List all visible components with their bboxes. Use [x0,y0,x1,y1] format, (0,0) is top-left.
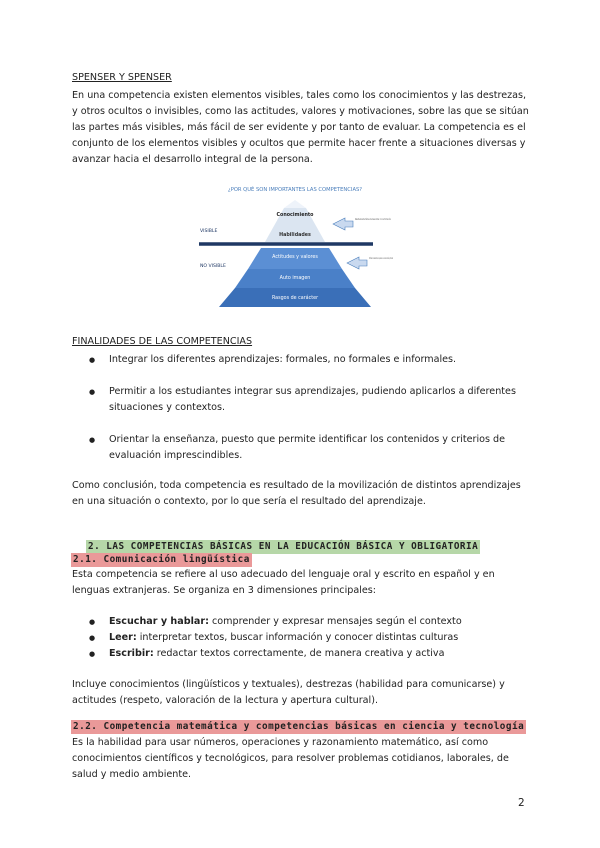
note-bottom: Difíciles de desarrollar, requieren una vivencia más profunda [369,257,449,260]
subsection-heading-comunicacion: 2.1. Comunicación lingüística [73,554,250,565]
dimension-desc: interpretar textos, buscar información y conocer distintas culturas [136,632,459,643]
conclusion-paragraph: Como conclusión, toda competencia es resultado de la movilización de distintos aprendizajes en una situación o contexto, por lo que sería el resultado del aprendizaje. [72,480,521,507]
dimension-term: Escuchar y hablar: [109,616,209,627]
matematica-paragraph: Es la habilidad para usar números, operaciones y razonamiento matemático, así como conocimientos científicos y tecnológicos, para resolver problemas cotidianos, laborales, de salud y medio ambiente. [72,737,509,780]
arrow-bottom-icon [347,257,367,269]
section-title-spenser: SPENSER Y SPENSER [72,72,172,83]
dimensiones-list [72,614,532,662]
dimension-term: Leer: [109,632,137,643]
comunicacion-closing: Incluye conocimientos (lingüísticos y textuales), destrezas (habilidad para comunicarse) y actitudes (respeto, valoración de la lectura y apertura cultural). [72,679,505,706]
finalidades-list [72,352,532,464]
pyramid-tip [284,200,306,208]
section-heading-competencias-basicas: 2. LAS COMPETENCIAS BÁSICAS EN LA EDUCACIÓN BÁSICA Y OBLIGATORIA [88,541,479,552]
layer-habilidades: Habilidades [279,233,311,238]
section-title-finalidades: FINALIDADES DE LAS COMPETENCIAS [72,336,253,347]
dimension-item [72,646,532,662]
finalidad-item: ● Integrar los diferentes aprendizajes: formales, no formales e informales. [72,352,532,368]
comunicacion-intro: Esta competencia se refiere al uso adecuado del lenguaje oral y escrito en español y en lenguas extranjeras. Se organiza en 3 dimensiones principales: [72,569,495,596]
spenser-paragraph: En una competencia existen elementos visibles, tales como los conocimientos y las destrezas, y otros ocultos o invisibles, como las actitudes, valores y motivaciones, sobre las que se sitúan las partes más visibles, más fácil de ser evidente y por tanto de evaluar. La competencia es el conjunto de los elementos visibles y ocultos que permite hacer frente a situaciones diversas y avanzar hacia el desarrollo integral de la persona. [72,90,529,165]
label-no-visible: NO VISIBLE [200,264,226,269]
page-number: 2 [518,797,525,809]
layer-autoimagen: Auto imagen [279,276,311,281]
layer-conocimiento: Conocimiento [276,213,314,218]
finalidad-item: ● Permitir a los estudiantes integrar sus aprendizajes, pudiendo aplicarlos a diferentes situaciones y contextos. [72,384,532,416]
competencies-iceberg-figure [195,180,449,312]
dimension-desc: comprender y expresar mensajes según el contexto [208,616,462,627]
subsection-heading-matematica: 2.2. Competencia matemática y competencias básicas en ciencia y tecnología [73,721,525,732]
dimension-item [72,630,532,646]
dimension-term: Escribir: [109,648,154,659]
dimension-desc: redactar textos correctamente, de manera creativa y activa [153,648,445,659]
arrow-top-icon [333,218,353,230]
layer-rasgos: Rasgos de carácter [271,296,319,301]
figure-title: ¿POR QUÉ SON IMPORTANTES LAS COMPETENCIAS? [227,187,363,193]
dimension-item [72,614,532,630]
note-top: Relativamente fáciles de desarrollar con la formación [355,218,425,221]
layer-actitudes: Actitudes y valores [272,255,318,260]
label-visible: VISIBLE [200,229,218,234]
finalidad-item: ● Orientar la enseñanza, puesto que permite identificar los contenidos y criterios de evaluación imprescindibles. [72,432,532,464]
